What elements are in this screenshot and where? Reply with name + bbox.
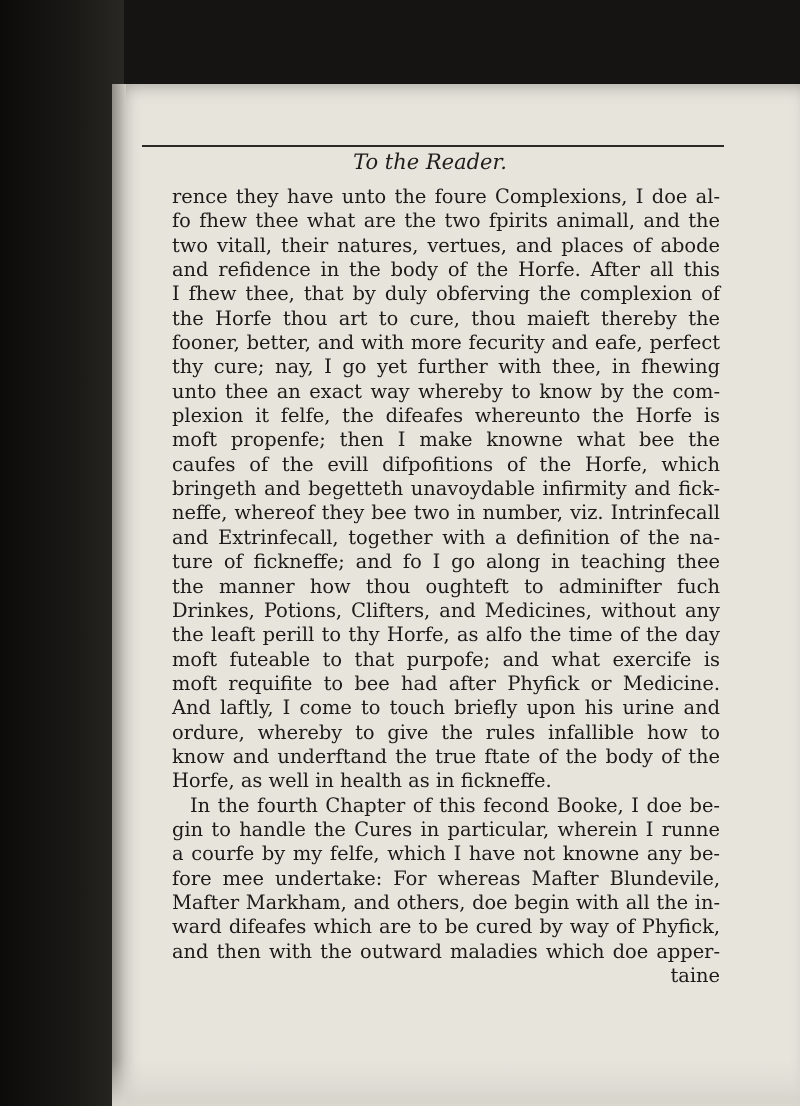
- text-line: fo fhew thee what are the two fpirits animall, and the: [172, 209, 720, 233]
- text-line: rence they have unto the foure Complexions, I doe al-: [172, 185, 720, 208]
- book-binding-shadow: [0, 0, 124, 1106]
- text-line: And laftly, I come to touch briefly upon his urine and: [172, 696, 720, 720]
- catchword: taine: [670, 964, 720, 987]
- text-line: Mafter Markham, and others, doe begin with all the in-: [172, 890, 720, 914]
- body-text: [172, 185, 720, 988]
- text-line: moft propenfe; then I make knowne what bee the: [172, 428, 720, 452]
- text-line: neffe, whereof they bee two in number, viz. Intrinfecall: [172, 501, 720, 525]
- text-line: the manner how thou oughteft to adminifter fuch: [172, 574, 720, 598]
- page-bottom-edge: [112, 1060, 800, 1106]
- text-line: and then with the outward maladies which doe apper-: [172, 939, 720, 963]
- text-line: fooner, better, and with more fecurity and eafe, perfect: [172, 331, 720, 355]
- text-line: fore mee undertake: For whereas Mafter Blundevile,: [172, 866, 720, 890]
- text-line: plexion it felfe, the difeafes whereunto the Horfe is: [172, 404, 720, 428]
- text-line: bringeth and begetteth unavoydable infirmity and fick-: [172, 477, 720, 501]
- header-rule: [142, 145, 724, 147]
- text-line: the leaft perill to thy Horfe, as alfo the time of the day: [172, 623, 720, 647]
- text-line: know and underftand the true ftate of the body of the: [172, 744, 720, 768]
- running-header: To the Reader.: [353, 150, 507, 174]
- text-line: unto thee an exact way whereby to know by the com-: [172, 379, 720, 403]
- text-line: caufes of the evill difpofitions of the Horfe, which: [172, 452, 720, 476]
- text-line: a courfe by my felfe, which I have not knowne any be-: [172, 842, 720, 866]
- text-line: and refidence in the body of the Horfe. After all this: [172, 258, 720, 282]
- text-line: Horfe, as well in health as in fickneffe.: [172, 769, 552, 793]
- text-line: ture of fickneffe; and fo I go along in teaching thee: [172, 550, 720, 574]
- text-line: moft requifite to bee had after Phyfick or Medicine.: [172, 671, 720, 695]
- text-line: thy cure; nay, I go yet further with thee, in fhewing: [172, 355, 720, 379]
- text-line: ordure, whereby to give the rules infallible how to: [172, 720, 720, 744]
- text-line: Drinkes, Potions, Clifters, and Medicines, without any: [172, 598, 720, 622]
- text-line: moft futeable to that purpofe; and what exercife is: [172, 647, 720, 671]
- text-line: the Horfe thou art to cure, thou maieft thereby the: [172, 306, 720, 330]
- text-line: ward difeafes which are to be cured by way of Phyfick,: [172, 915, 720, 939]
- text-line: In the fourth Chapter of this fecond Booke, I doe be-: [190, 793, 720, 817]
- text-line: two vitall, their natures, vertues, and places of abode: [172, 233, 720, 257]
- text-line: I fhew thee, that by duly obferving the complexion of: [172, 282, 720, 306]
- text-line: gin to handle the Cures in particular, wherein I runne: [172, 817, 720, 841]
- page-gutter-edge: [112, 84, 126, 1106]
- text-line: and Extrinfecall, together with a definition of the na-: [172, 525, 720, 549]
